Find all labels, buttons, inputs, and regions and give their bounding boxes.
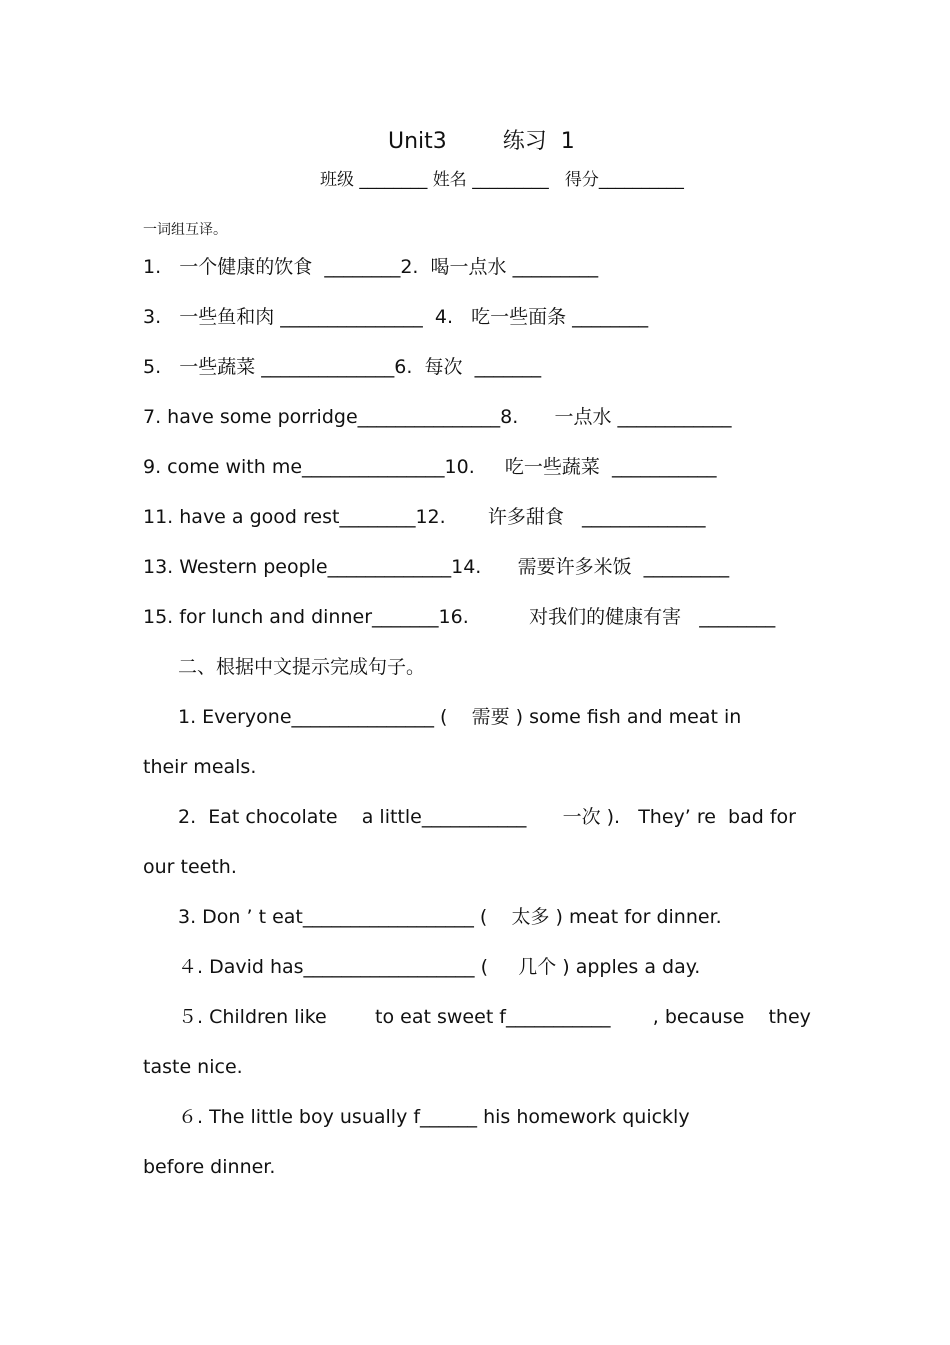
phrase-line-13-14: 13. Western people_____________14. 需要许多米饭 _________ [143,556,730,578]
sentence-2-cont: our teeth. [143,856,237,878]
phrase-line-7-8: 7. have some porridge_______________8. 一点水 ____________ [143,406,732,428]
sentence-2: 2. Eat chocolate a little___________ 一次 ). They’ re bad for [178,806,796,828]
sentence-3: 3. Don ’ t eat__________________ ( 太多 ) meat for dinner. [178,906,722,928]
phrase-line-15-16: 15. for lunch and dinner_______16. 对我们的健康有害 ________ [143,606,776,628]
section1-heading: 一词组互译。 [143,222,227,238]
sentence-1: 1. Everyone_______________ ( 需要 ) some fish and meat in [178,706,742,728]
class-name-score-line: 班级 ________ 姓名 _________ 得分__________ [320,170,684,190]
phrase-line-5-6: 5. 一些蔬菜 ______________6. 每次 _______ [143,356,542,378]
phrase-line-3-4: 3. 一些鱼和肉 _______________ 4. 吃一些面条 ________ [143,306,649,328]
sentence-4: ４. David has__________________ ( 几个 ) apples a day. [178,956,701,978]
phrase-line-1-2: 1. 一个健康的饮食 ________2. 喝一点水 _________ [143,256,599,278]
phrase-line-11-12: 11. have a good rest________12. 许多甜食 _____________ [143,506,706,528]
sentence-6: ６. The little boy usually f______ his homework quickly [178,1106,690,1128]
sentence-1-cont: their meals. [143,756,257,778]
section2-heading: 二、根据中文提示完成句子。 [178,656,426,678]
phrase-line-9-10: 9. come with me_______________10. 吃一些蔬菜 ___________ [143,456,717,478]
page-title: Unit3 练习 1 [388,129,575,154]
sentence-5-cont: taste nice. [143,1056,243,1078]
sentence-6-cont: before dinner. [143,1156,276,1178]
sentence-5: ５. Children like to eat sweet f___________ , because they [178,1006,811,1028]
